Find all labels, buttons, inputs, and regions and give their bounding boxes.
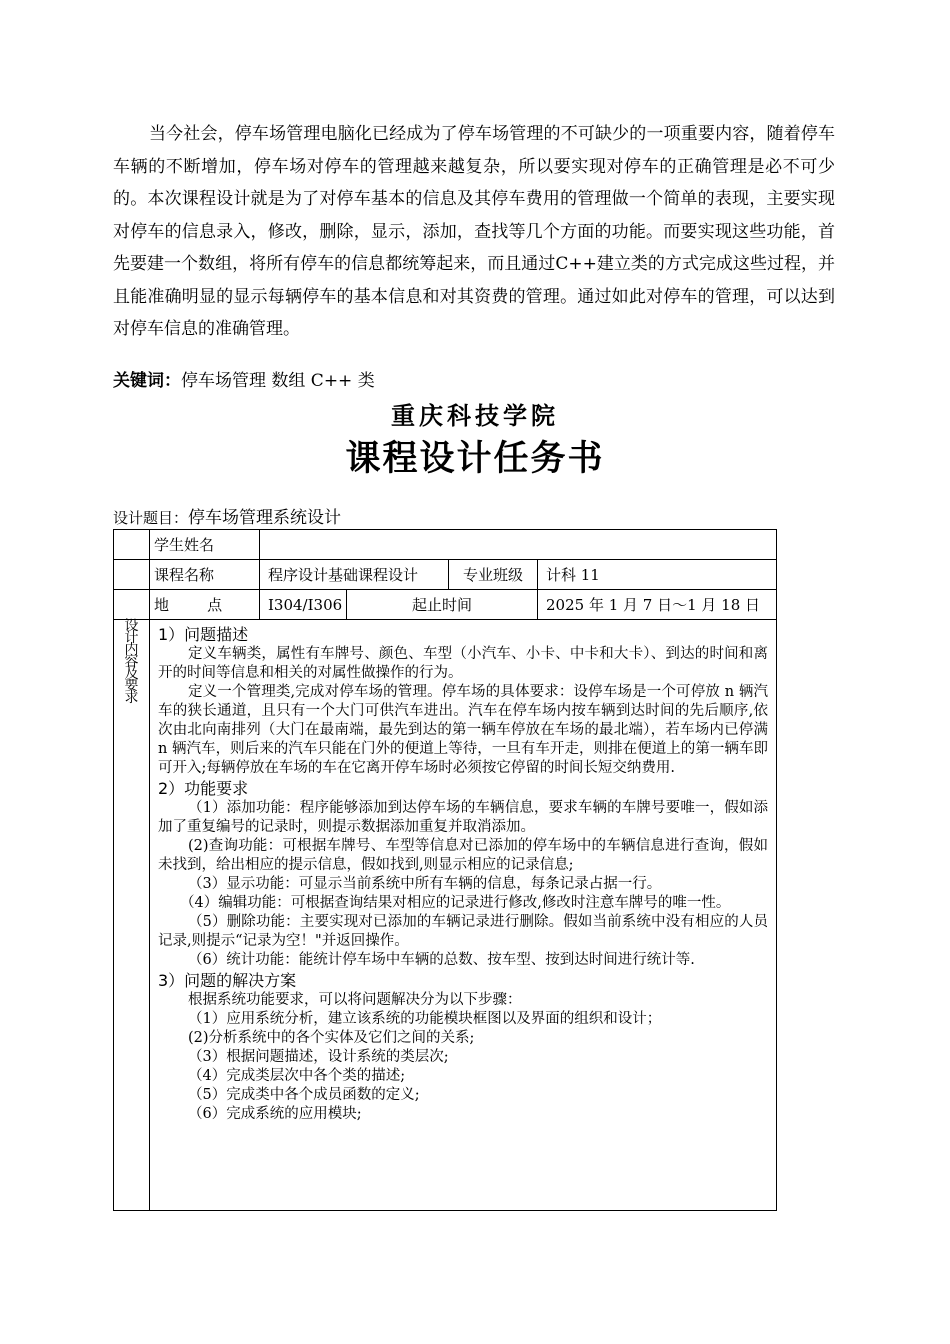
paragraph: 定义车辆类，属性有车牌号、颜色、车型（小汽车、小卡、中卡和大卡）、到达的时间和离开的时间等信息和相关的对属性做操作的行为。 [158,646,768,681]
table-row [114,590,777,620]
location-value: I304/I306 [260,590,347,620]
list-item: （5）删除功能：主要实现对已添加的车辆记录进行删除。假如当前系统中没有相应的人员记录,则提示“记录为空！"并返回操作。 [158,914,768,949]
task-table [113,529,777,1211]
class-label: 专业班级 [449,560,538,590]
topic-label: 设计题目： [113,509,189,527]
list-item: (2)分析系统中的各个实体及它们之间的关系; [188,1030,475,1046]
course-name-label: 课程名称 [150,560,260,590]
course-name-value: 程序设计基础课程设计 [260,560,449,590]
section-title: 2）功能要求 [158,779,249,798]
list-item: （3）显示功能：可显示当前系统中所有车辆的信息，每条记录占据一行。 [188,876,662,892]
class-value: 计科 11 [538,560,777,590]
table-row [114,620,777,1211]
table-row [114,560,777,590]
design-requirements [150,620,777,1211]
document-title: 课程设计任务书 [345,439,605,479]
topic-value: 停车场管理系统设计 [188,508,342,528]
paragraph: 定义一个管理类,完成对停车场的管理。停车场的具体要求：设停车场是一个可停放 n 辆汽车的狭长通道，且只有一个大门可供汽车进出。汽车在停车场内按车辆到达时间的先后顺序,依次由北向南排列（大门在最南端，最先到达的第一辆车停放在车场的最北端），若车场内已停满 n 辆汽车，则后来的汽车只能在门外的便道上等待，一旦有车开走，则排在便道上的第一辆车即可开入;每辆停放在车场的车在它离开停车场时必须按它停留的时间长短交纳费用. [158,684,768,776]
section-title: 3）问题的解决方案 [158,971,297,990]
period-label: 起止时间 [347,590,538,620]
list-item: （1）应用系统分析，建立该系统的功能模块框图以及界面的组织和设计； [188,1011,662,1027]
section-title: 1）问题描述 [158,625,249,644]
keywords-value: 停车场管理 数组 C++ 类 [181,371,375,391]
list-item: （5）完成类中各个成员函数的定义; [188,1087,420,1103]
list-item: （3）根据问题描述，设计系统的类层次; [188,1049,449,1065]
school-name: 重庆科技学院 [391,402,559,430]
list-item: （6）完成系统的应用模块; [188,1106,362,1122]
list-item: (2)查询功能：可根据车牌号、车型等信息对已添加的停车场中的车辆信息进行查询，假如未找到，给出相应的提示信息，假如找到,则显示相应的记录信息; [158,838,768,873]
list-item: （1）添加功能：程序能够添加到达停车场的车辆信息，要求车辆的车牌号要唯一，假如添加了重复编号的记录时，则提示数据添加重复并取消添加。 [158,800,768,835]
abstract-paragraph: 当今社会，停车场管理电脑化已经成为了停车场管理的不可缺少的一项重要内容，随着停车车辆的不断增加，停车场对停车的管理越来越复杂，所以要实现对停车的正确管理是必不可少的。本次课程设计就是为了对停车基本的信息及其停车费用的管理做一个简单的表现，主要实现对停车的信息录入，修改，删除，显示，添加，查找等几个方面的功能。而要实现这些功能，首先要建一个数组，将所有停车的信息都统筹起来，而且通过C++建立类的方式完成这些过程，并且能准确明显的显示每辆停车的基本信息和对其资费的管理。通过如此对停车的管理，可以达到对停车信息的准确管理。 [113,124,835,339]
list-item: （6）统计功能：能统计停车场中车辆的总数、按车型、按到达时间进行统计等. [188,952,695,968]
keywords-label: 关键词： [113,371,181,391]
design-topic [113,503,341,528]
list-item: 根据系统功能要求，可以将问题解决分为以下步骤： [188,992,522,1008]
list-item: （4）编辑功能：可根据查询结果对相应的记录进行修改,修改时注意车牌号的唯一性。 [180,895,731,911]
student-name-label: 学生姓名 [150,530,260,560]
location-label: 地 点 [150,590,260,620]
list-item: （4）完成类层次中各个类的描述; [188,1068,406,1084]
table-row [114,530,777,560]
period-value: 2025 年 1 月 7 日～1 月 18 日 [538,590,777,620]
keywords-line [113,367,375,395]
student-name-value [260,530,777,560]
design-content-side-label: 设 计 内 容 及 要 求 [114,620,150,1211]
